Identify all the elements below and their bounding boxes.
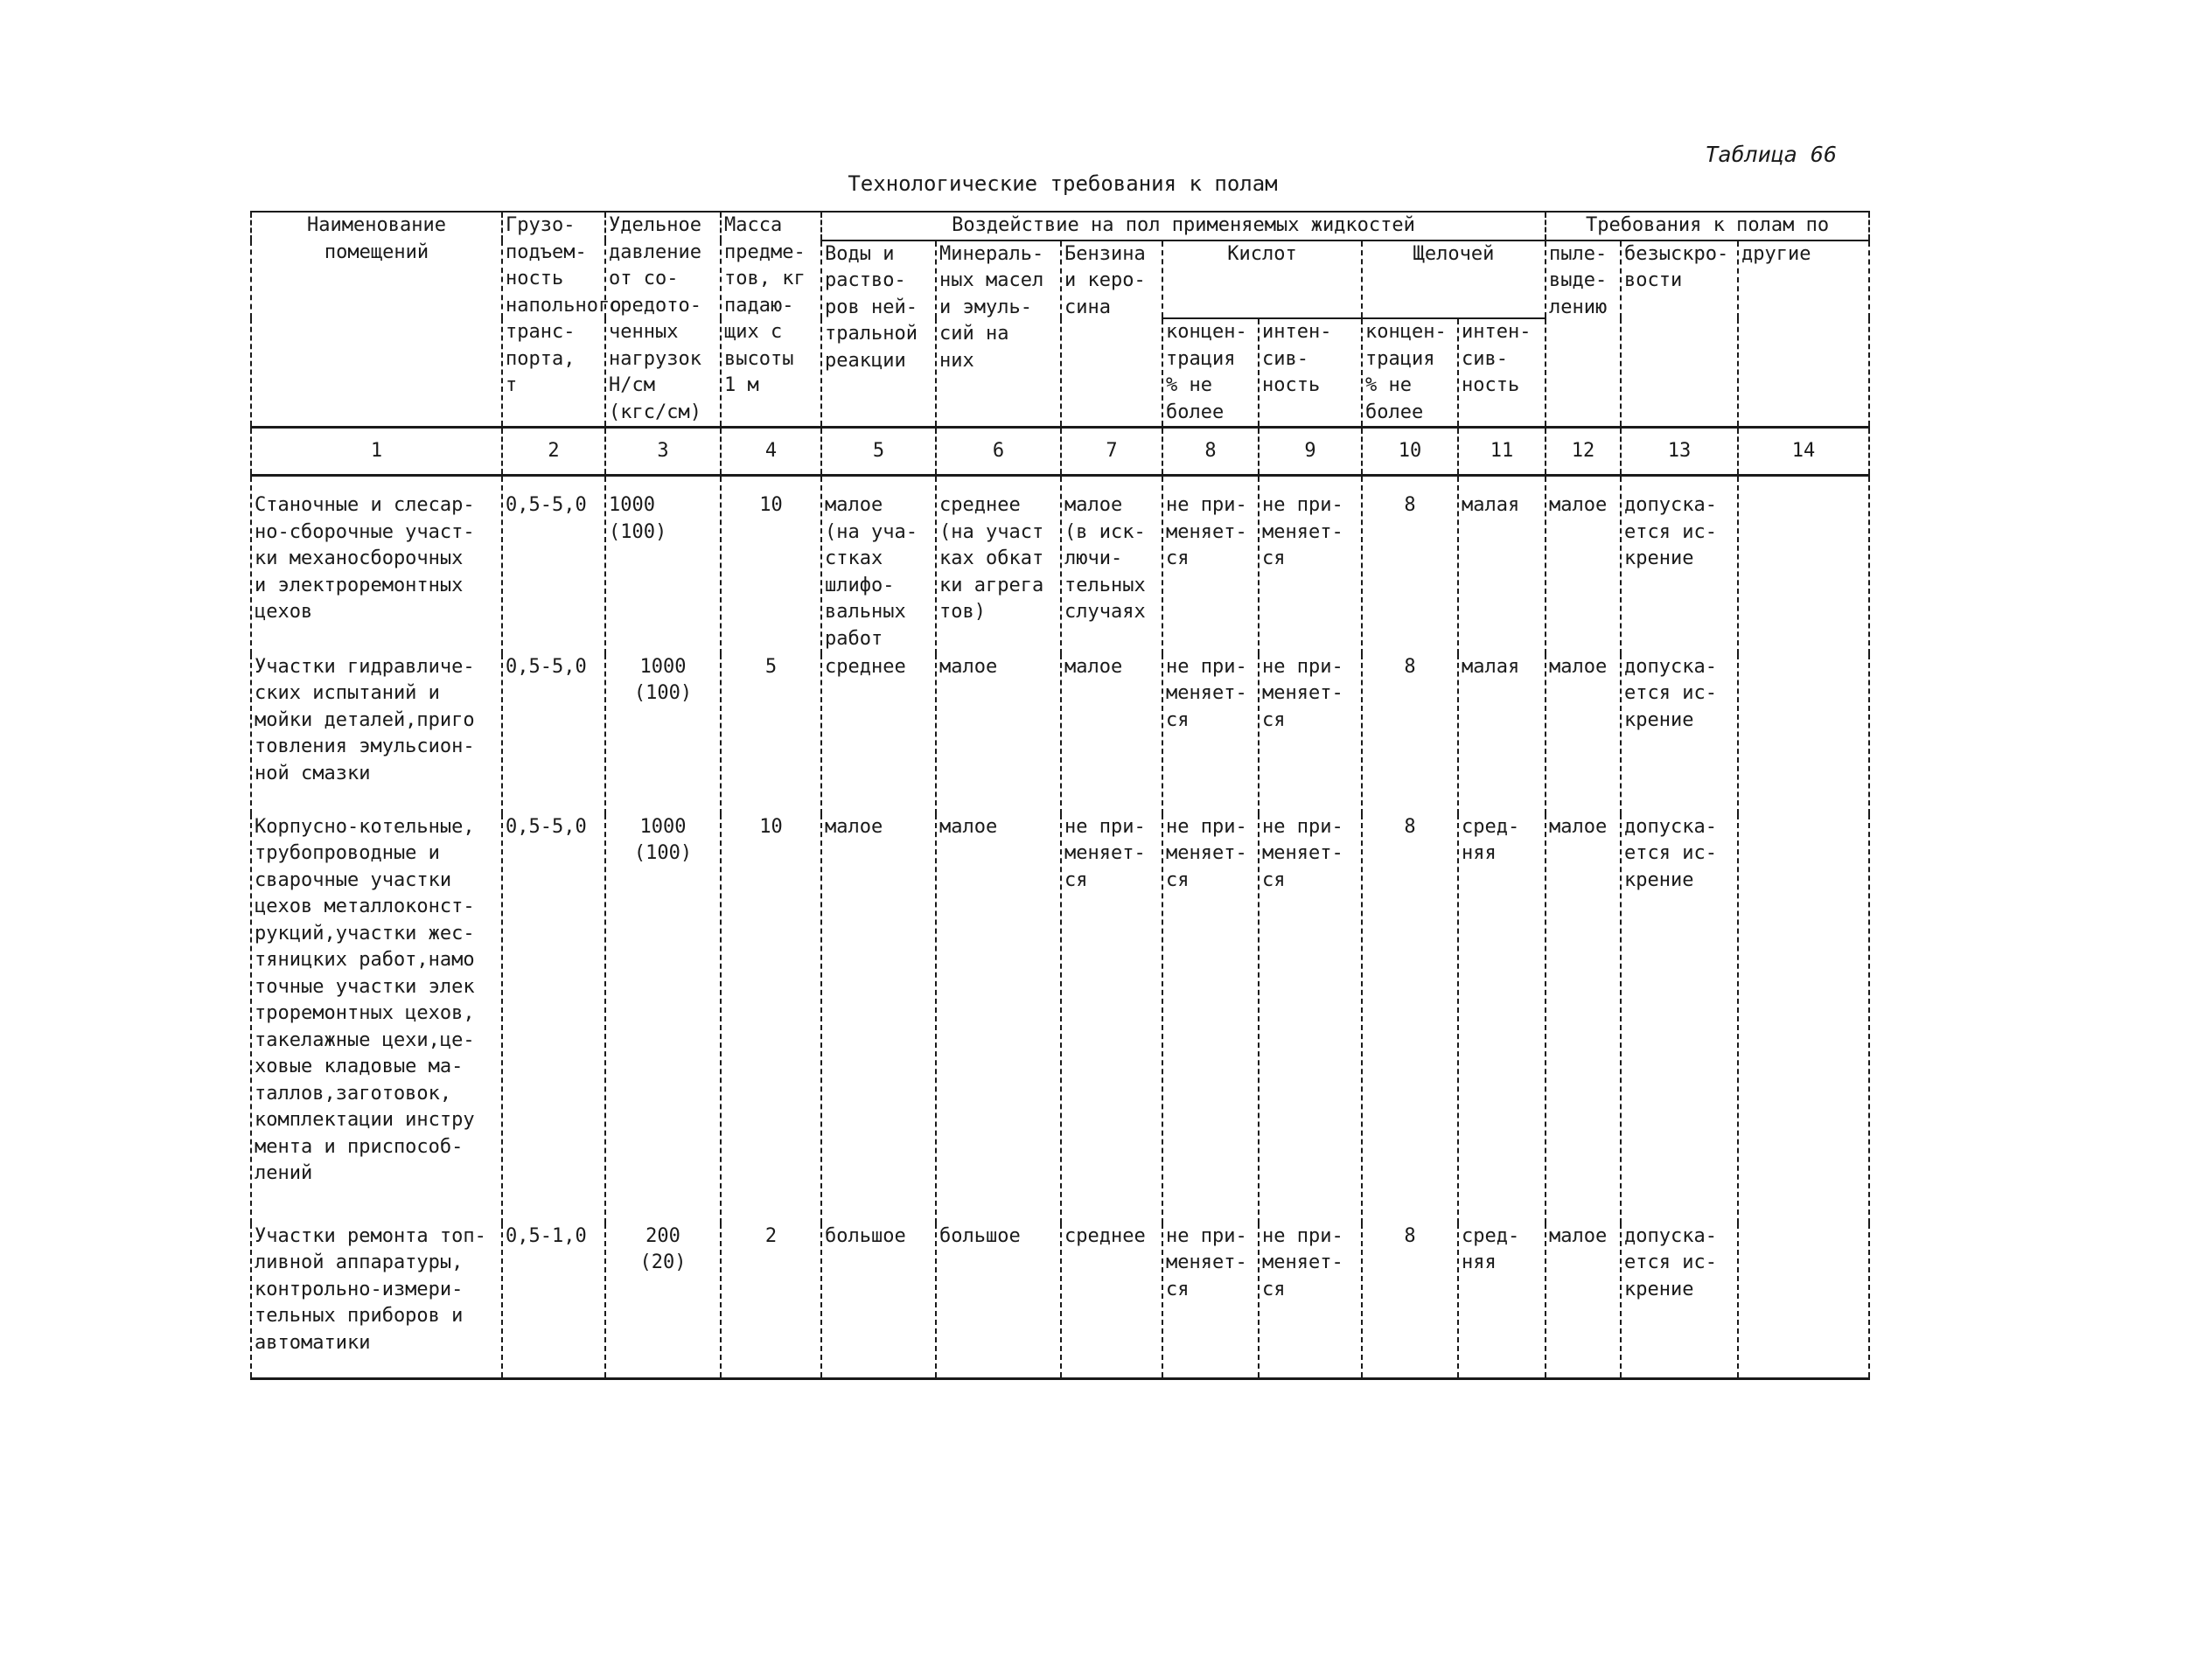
header-acid-intensity: интен- сив- ность: [1259, 318, 1362, 428]
room-name-cell: Участки ремонта топ- ливной аппаратуры, контрольно-измери- тельных приборов и автоматики: [251, 1223, 502, 1379]
header-acids: Кислот: [1162, 240, 1362, 319]
load-cell: 0,5-5,0: [502, 654, 605, 814]
column-number: 4: [721, 428, 821, 476]
header-petrol: Бензина и керо- сина: [1061, 240, 1162, 428]
header-alkali-intensity: интен- сив- ность: [1458, 318, 1546, 428]
dust-cell: малое: [1546, 814, 1621, 1223]
petrol-cell: малое: [1061, 654, 1162, 814]
alkali-concentration-cell: 8: [1362, 654, 1458, 814]
alkali-concentration-cell: 8: [1362, 1223, 1458, 1379]
sparkless-cell: допуска- ется ис- крение: [1621, 654, 1738, 814]
water-cell: большое: [821, 1223, 936, 1379]
dust-cell: малое: [1546, 1223, 1621, 1379]
table-row: [251, 1223, 1869, 1379]
room-name-cell: Станочные и слесар- но-сборочные участ- ки механосборочных и электроремонтных цехов: [251, 476, 502, 654]
column-number: 13: [1621, 428, 1738, 476]
room-name-cell: Корпусно-котельные, трубопроводные и сварочные участки цехов металлоконст- рукций,участки жес- тяницких работ,намо точные участки элек троремонтных цехов, такелажные цехи,це- ховые кладовые ма- таллов,заготовок, комплектации инстру мента и приспособ- лений: [251, 814, 502, 1223]
table-row: [251, 476, 1869, 654]
header-falling-mass: Масса предме- тов, кг падаю- щих с высоты 1 м: [721, 212, 821, 428]
other-cell: [1738, 476, 1869, 654]
acid-intensity-cell: не при- меняет- ся: [1259, 476, 1362, 654]
table-row: [251, 814, 1869, 1223]
oils-cell: малое: [936, 814, 1061, 1223]
acid-concentration-cell: не при- меняет- ся: [1162, 476, 1259, 654]
acid-intensity-cell: не при- меняет- ся: [1259, 1223, 1362, 1379]
acid-intensity-cell: не при- меняет- ся: [1259, 654, 1362, 814]
acid-concentration-cell: не при- меняет- ся: [1162, 654, 1259, 814]
header-room-name: Наименование помещений: [251, 212, 502, 428]
table-row: [251, 654, 1869, 814]
other-cell: [1738, 814, 1869, 1223]
sparkless-cell: допуска- ется ис- крение: [1621, 814, 1738, 1223]
room-name-cell: Участки гидравличе- ских испытаний и мойки деталей,приго товления эмульсион- ной смазки: [251, 654, 502, 814]
table-title: Технологические требования к полам: [848, 171, 1278, 196]
column-number: 5: [821, 428, 936, 476]
alkali-intensity-cell: сред- няя: [1458, 814, 1546, 1223]
dust-cell: малое: [1546, 654, 1621, 814]
column-number: 12: [1546, 428, 1621, 476]
column-number: 11: [1458, 428, 1546, 476]
column-number: 7: [1061, 428, 1162, 476]
oils-cell: малое: [936, 654, 1061, 814]
water-cell: среднее: [821, 654, 936, 814]
column-number: 10: [1362, 428, 1458, 476]
alkali-intensity-cell: малая: [1458, 476, 1546, 654]
column-number: 6: [936, 428, 1061, 476]
header-specific-pressure: Удельное давление от со- средото- ченных нагрузок Н/см (кгс/см): [605, 212, 721, 428]
header-row-1: [251, 212, 1869, 240]
oils-cell: среднее (на участ ках обкат ки агрега тов): [936, 476, 1061, 654]
water-cell: малое (на уча- стках шлифо- вальных работ: [821, 476, 936, 654]
header-sparkless: безыскро- вости: [1621, 240, 1738, 428]
alkali-intensity-cell: малая: [1458, 654, 1546, 814]
petrol-cell: не при- меняет- ся: [1061, 814, 1162, 1223]
oils-cell: большое: [936, 1223, 1061, 1379]
header-alkali-concentration: концен- трация % не более: [1362, 318, 1458, 428]
acid-intensity-cell: не при- меняет- ся: [1259, 814, 1362, 1223]
pressure-cell: 200 (20): [605, 1223, 721, 1379]
mass-cell: 10: [721, 814, 821, 1223]
other-cell: [1738, 654, 1869, 814]
column-number-row: [251, 428, 1869, 476]
header-load-capacity: Грузо- подъем- ность напольного транс- порта, т: [502, 212, 605, 428]
column-number: 9: [1259, 428, 1362, 476]
column-number: 8: [1162, 428, 1259, 476]
header-water: Воды и раство- ров ней- тральной реакции: [821, 240, 936, 428]
acid-concentration-cell: не при- меняет- ся: [1162, 814, 1259, 1223]
column-number: 2: [502, 428, 605, 476]
requirements-table: [250, 211, 1870, 1380]
other-cell: [1738, 1223, 1869, 1379]
header-mineral-oils: Минераль- ных масел и эмуль- сий на них: [936, 240, 1061, 428]
load-cell: 0,5-5,0: [502, 476, 605, 654]
pressure-cell: 1000 (100): [605, 654, 721, 814]
header-liquids-group: Воздействие на пол применяемых жидкостей: [821, 212, 1546, 240]
table-number: Таблица 66: [1705, 142, 1837, 167]
alkali-concentration-cell: 8: [1362, 476, 1458, 654]
pressure-cell: 1000 (100): [605, 476, 721, 654]
header-acid-concentration: концен- трация % не более: [1162, 318, 1259, 428]
pressure-cell: 1000 (100): [605, 814, 721, 1223]
column-number: 14: [1738, 428, 1869, 476]
mass-cell: 5: [721, 654, 821, 814]
water-cell: малое: [821, 814, 936, 1223]
alkali-intensity-cell: сред- няя: [1458, 1223, 1546, 1379]
column-number: 3: [605, 428, 721, 476]
sparkless-cell: допуска- ется ис- крение: [1621, 476, 1738, 654]
mass-cell: 2: [721, 1223, 821, 1379]
header-alkalis: Щелочей: [1362, 240, 1546, 319]
header-dust: пыле- выде- лению: [1546, 240, 1621, 428]
load-cell: 0,5-5,0: [502, 814, 605, 1223]
dust-cell: малое: [1546, 476, 1621, 654]
header-other: другие: [1738, 240, 1869, 428]
alkali-concentration-cell: 8: [1362, 814, 1458, 1223]
header-requirements-group: Требования к полам по: [1546, 212, 1869, 240]
petrol-cell: среднее: [1061, 1223, 1162, 1379]
mass-cell: 10: [721, 476, 821, 654]
column-number: 1: [251, 428, 502, 476]
load-cell: 0,5-1,0: [502, 1223, 605, 1379]
acid-concentration-cell: не при- меняет- ся: [1162, 1223, 1259, 1379]
petrol-cell: малое (в иск- лючи- тельных случаях: [1061, 476, 1162, 654]
sparkless-cell: допуска- ется ис- крение: [1621, 1223, 1738, 1379]
